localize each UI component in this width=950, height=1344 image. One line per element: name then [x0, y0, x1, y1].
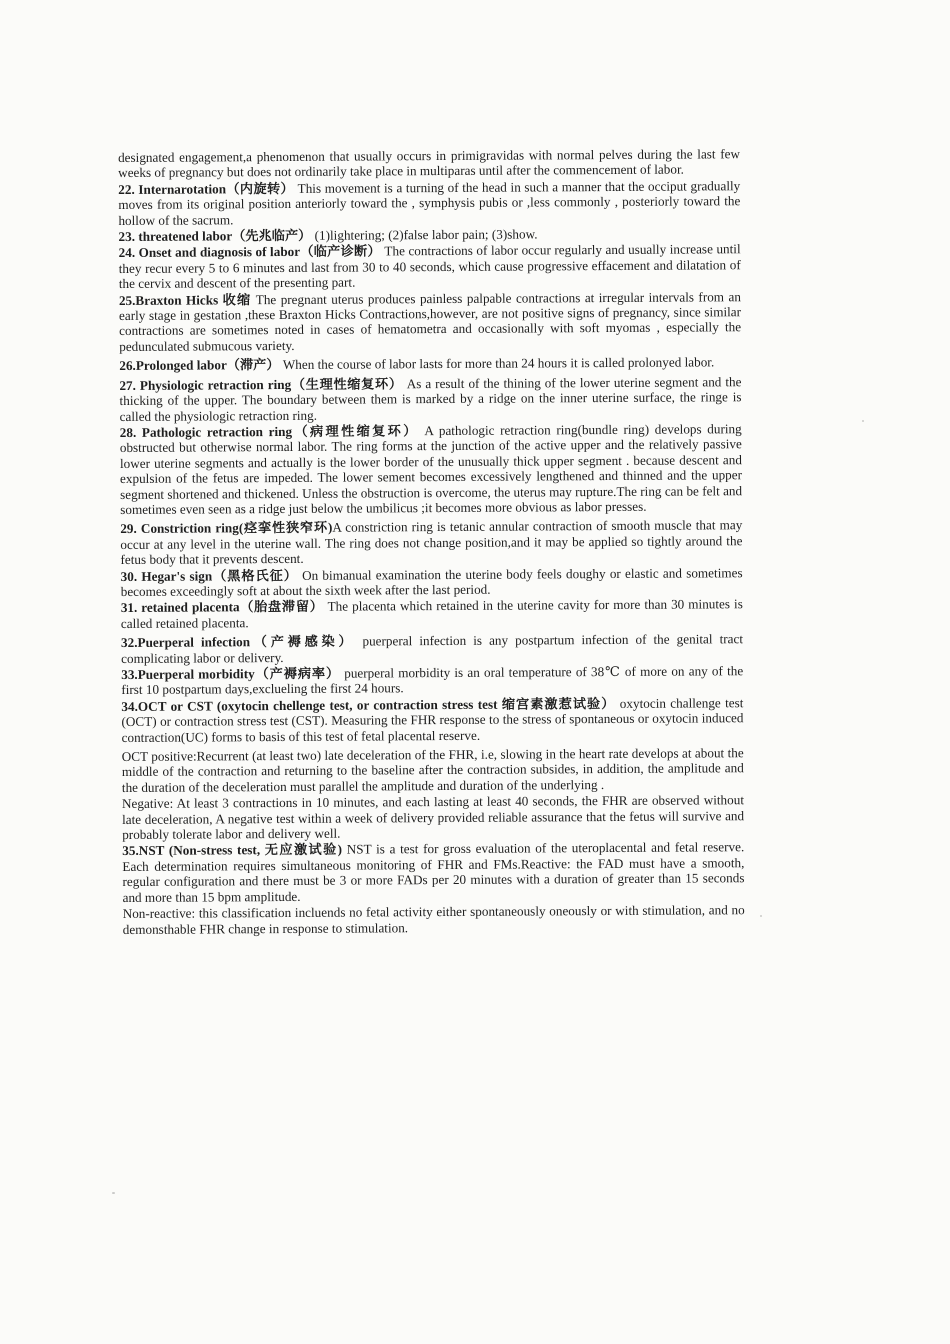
entry-text: When the course of labor lasts for more than 24 hours it is called prolonyed labor. — [279, 354, 715, 373]
entry-term-cn: 收缩 — [218, 291, 252, 308]
entry-text: This movement is a turning of the head in such a manner that the occiput gradually moves from its original position anteriorly toward the , symphysis pubis or ,less commonly , posteriorly toward the hollow of the sacrum. — [118, 178, 741, 228]
entry-term-cn: （黑格氏征） — [212, 567, 298, 583]
entry-28 — [120, 421, 743, 517]
entry-text: oxytocin challenge test (OCT) or contraction stress test (CST). Measuring the FHR response to the stress of spontaneous or oxytocin induced contraction(UC) forms to basis of this test of fetal placental reserve. — [121, 695, 744, 745]
entry-text: A constriction ring is tetanic annular contraction of smooth muscle that may occur at any level in the uterine wall. The ring does not change position,and it may be applied so tightly around the fetus body that it prevents descent. — [120, 517, 743, 568]
entry-22 — [118, 178, 740, 228]
entry-30 — [121, 565, 743, 600]
entry-text: NST is a test for gross evaluation of the uteroplacental and fetal reserve. Each determination requires simultaneous monitoring of FHR and FMs.Reactive: the FAD must have a smooth, regular configuration and there must be 3 or more FADs per 20 minutes with a duration of greater than 15 seconds and more than 15 bpm amplitude. — [122, 839, 745, 905]
entry-term-cn: （滞产） — [226, 357, 280, 373]
entry-term-cn: （临产诊断） — [300, 243, 381, 260]
entry-term: 27. Physiologic retraction ring — [119, 376, 292, 393]
entry-text: As a result of the thining of the lower uterine segment and the thicking of the upper. The boundary between them is marked by a ridge on the inner uterine surface, the ringe is called the physiologic retraction ring. — [119, 373, 742, 424]
entry-term: 26.Prolonged labor — [119, 357, 227, 374]
entry-text: On bimanual examination the uterine body feels doughy or elastic and sometimes becomes exceedingly soft at about the sixth week after the last period. — [120, 564, 743, 599]
nst-nonreactive-paragraph: Non-reactive: this classification incluends no fetal activity either spontaneously oneously or with stimulation, and no demonsthable FHR change in response to stimulation. — [122, 902, 745, 937]
entry-24 — [119, 242, 741, 292]
entry-term: 22. Internarotation — [118, 181, 227, 197]
entry-25 — [119, 289, 741, 354]
entry-35 — [122, 840, 744, 905]
entry-27 — [119, 374, 741, 424]
entry-text: puerperal infection is any postpartum infection of the genital tract complicating labor or delivery. — [121, 631, 744, 666]
scan-speck — [112, 1192, 115, 1194]
entry-term-cn: （先兆临产） — [232, 227, 312, 244]
entry-text: The contractions of labor occur regularly and usually increase until they recur every 5 to 6 minutes and last from 30 to 40 seconds, which cause progressive effacement and dilatation of the cervix and descent of the presenting part. — [118, 241, 741, 292]
entry-33 — [121, 663, 743, 698]
entry-32 — [121, 631, 743, 666]
entry-term: 23. threatened labor — [118, 228, 233, 245]
entry-term-cn: （胎盘滞留） — [239, 599, 324, 615]
entry-text: designated engagement,a phenomenon that usually occurs in primigravidas with normal pelves during the last few weeks of pregnancy but does not ordinarily take place in multiparas until after the commencement of labor. — [118, 146, 741, 181]
entry-term: 31. retained placenta — [120, 599, 240, 616]
entry-text: The pregnant uterus produces painless palpable contractions at irregular intervals from an early stage in gestation ,these Braxton Hicks Contractions,however, are not positive signs of pregnancy, since similar contractions are sometimes noted in cases of hematometra and occasionally with soft myomas , especially the pedunculated submucous variety. — [118, 288, 742, 354]
entry-term-cn: （产褥病率） — [254, 665, 341, 682]
entry-term: 29. Constriction ring — [120, 520, 239, 537]
entry-term: 28. Pathologic retraction ring — [119, 423, 293, 440]
entry-term: 33.Puerperal morbidity — [121, 666, 255, 682]
document-body — [118, 146, 745, 938]
oct-negative-paragraph: Negative: At least 3 contractions in 10 minutes, and each lasting at least 40 seconds, the FHR are observed without late deceleration, A negative test within a week of delivery provided reliable assurance that the fetus will survive and probably tolerate labor and delivery well. — [121, 792, 745, 843]
scan-speck — [760, 915, 762, 917]
entry-text: A pathologic retraction ring(bundle ring) develops during obstructed but otherwise normal labor. The ring forms at the junction of the active upper and the relatively passive lower uterine segments and actually is the lower border of the unusually thick upper segment . because descent and expulsion of the fetus are impeded. The lower sement becomes excessively lengthened and thinned and the upper segment shortened and thickened. Unless the obstruction is overcome, the uterus may rupture.The ring can be felt and sometimes even seen as a ridge just below the umbilicus ;it becomes more obvious as labor presses. — [119, 421, 743, 517]
entry-21-continuation — [118, 146, 740, 181]
scan-speck — [862, 420, 864, 422]
entry-text: puerperal morbidity is an oral temperature of 38℃ of more on any of the first 10 postpartum days,exclueling the first 24 hours. — [121, 663, 744, 698]
entry-term-cn: （生理性缩复环） — [291, 375, 403, 392]
entry-term: 30. Hegar's sign — [120, 567, 213, 584]
entry-term: 25.Braxton Hicks — [118, 292, 219, 308]
entry-text: The placenta which retained in the uterine cavity for more than 30 minutes is called retained placenta. — [120, 596, 743, 631]
entry-text: (1)lightering; (2)false labor pain; (3)show. — [311, 226, 538, 243]
entry-31 — [121, 597, 743, 632]
entry-term-cn: （产褥感染） — [249, 633, 356, 650]
entry-term: 35.NST (Non-stress test, 无应激试验) — [122, 842, 343, 859]
entry-term: 24. Onset and diagnosis of labor — [118, 244, 301, 261]
oct-positive-paragraph: OCT positive:Recurrent (at least two) late deceleration of the FHR, i.e, slowing in the heart rate develops at about the middle of the contraction and returning to the baseline after the contraction subsides, in addition, the amplitude and the duration of the deceleration must parallel the amplitude and duration of the underlying . — [121, 745, 744, 795]
entry-term: 34.OCT or CST (oxytocin chellenge test, or contraction stress test — [121, 696, 498, 714]
entry-term: 32.Puerperal infection — [120, 634, 251, 651]
entry-29 — [120, 518, 742, 568]
entry-term-cn: （病理性缩复环） — [292, 423, 419, 439]
entry-26 — [119, 354, 741, 373]
entry-34 — [121, 695, 743, 745]
entry-term-cn: (痉挛性狭窄环) — [238, 520, 333, 536]
entry-term-cn: （内旋转） — [225, 180, 295, 197]
entry-term-cn: 缩宫素激惹试验） — [497, 695, 616, 712]
